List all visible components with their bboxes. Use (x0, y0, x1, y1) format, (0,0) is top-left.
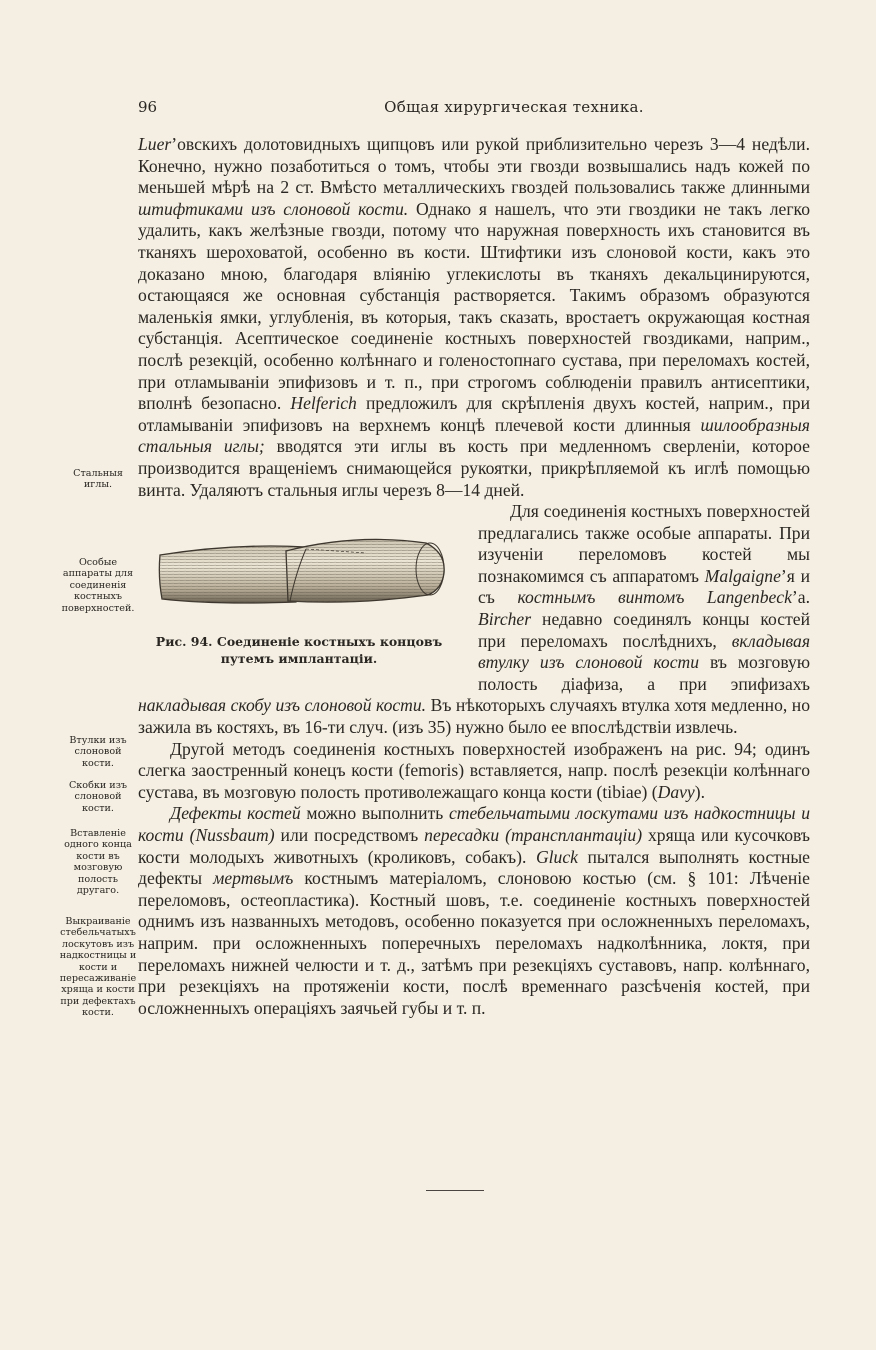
paragraph-1: Luer’овскихъ долотовидныхъ щипцовъ или рукой приблизительно черезъ 3—4 недѣли. Конечно, нужно позаботиться о томъ, чтобы эти гвозди возвышались надъ кожей по меньшей мѣрѣ на 2 ст. Вмѣсто металлическихъ гвоздей пользовались также длинными штифтиками изъ слоновой кости. Однако я нашелъ, что эти гвоздики не такъ легко удалить, какъ желѣзные гвозди, потому что наружная поверхность ихъ становится въ тканяхъ шероховатой, особенно въ кости. Штифтики изъ слоновой кости, какъ это доказано мною, благодаря вліянію углекислоты въ тканяхъ декальцинируются, остающаяся же основная субстанція растворяется. Такимъ образомъ образуются маленькія ямки, углубленія, въ которыя, такъ сказать, вростаетъ окружающая костная субстанція. Асептическое соединеніе костныхъ поверхностей гвоздиками, наприм., послѣ резекцій, особенно колѣннаго и голеностопнаго сустава, при переломахъ костей, при отламываніи эпифизовъ и т. п., при строгомъ соблюденіи правилъ антисептики, вполнѣ безопасно. Helferich предложилъ для скрѣпленія двухъ костей, наприм., при отламываніи эпифизовъ на верхнемъ концѣ плечевой кости длинныя шилообразныя стальныя иглы; вводятся эти иглы въ кость при медленномъ сверленіи, которое производится вращеніемъ снимающейся рукоятки, прикрѣпляемой къ иглѣ помощью винта. Удаляютъ стальныя иглы черезъ 8—14 дней. (138, 134, 810, 500)
end-rule (426, 1190, 484, 1191)
page-header (138, 98, 810, 120)
paragraph-2: Для соединенія костныхъ поверхностей предлагались также особые аппараты. При изученіи переломовъ костей мы познакомимся съ аппаратомъ Malgaigne’я и съ костнымъ винтомъ Langenbeck’а. Bircher недавно соединялъ концы костей при переломахъ послѣднихъ, вкладывая втулку изъ слоновой кости въ мозговую полость діафиза, а при эпифизахъ накладывая скобу изъ слоновой кости. Въ нѣкоторыхъ случаяхъ втулка хотя медленно, но зажила въ костяхъ, въ 16-ти случ. (изъ 35) нужно было ее впослѣдствіи извлечь. (138, 501, 810, 738)
page-number: 96 (138, 98, 158, 116)
figure-caption-line-2: путемъ имплантаціи. (220, 651, 378, 667)
margin-note-special-apparatus: Особые аппараты для соединенія костныхъ поверхностей. (61, 557, 135, 614)
running-title: Общая хирургическая техника. (384, 98, 644, 116)
main-text (138, 134, 810, 1019)
figure-caption (134, 633, 464, 667)
paragraph-3: Другой методъ соединенія костныхъ поверхностей изображенъ на рис. 94; одинъ слегка заостренный конецъ кости (femoris) вставляется, напр. послѣ резекціи колѣннаго сустава, въ мозговую полость противолежащаго конца кости (tibiae) (Davy). (138, 738, 810, 802)
margin-note-ivory-clamps: Скобки изъ слоновой кости. (68, 780, 128, 814)
paragraph-4: Дефекты костей можно выполнить стебельчатыми лоскутами изъ надкостницы и кости (Nussbaum) или посредствомъ пересадки (трансплантаціи) хряща или кусочковъ кости молодыхъ животныхъ (кроликовъ, собакъ). Gluck пытался выполнять костные дефекты мертвымъ костнымъ матеріаломъ, слоновою костью (см. § 101: Лѣченіе переломовъ, остеопластика). Костный шовъ, т.е. соединеніе костныхъ поверхностей однимъ изъ названныхъ методовъ, особенно показуется при осложненныхъ переломахъ, наприм. при осложненныхъ поперечныхъ переломахъ надколѣнника, локтя, при переломахъ нижней челюсти и т. д., затѣмъ при резекціяхъ суставовъ, напр. колѣннаго, при резекціяхъ на протяженіи кости, послѣ временнаго разсѣченія костей, при осложненныхъ операціяхъ заячьей губы и т. п. (138, 803, 810, 1018)
margin-note-flaps: Выкраиваніе стебельчатыхъ лоскутовъ изъ надкостницы и кости и пересаживаніе хряща и кости при дефектахъ кости. (59, 916, 137, 1019)
figure-caption-line-1: Рис. 94. Соединеніе костныхъ концовъ (155, 634, 443, 650)
margin-note-insertion: Вставленіе одного конца кости въ мозговую полость другаго. (64, 828, 132, 897)
margin-note-ivory-sleeves: Втулки изъ слоновой кости. (69, 735, 127, 769)
bone-implant-illustration (156, 507, 456, 631)
margin-note-steel-needles: Стальныя иглы. (73, 468, 123, 491)
figure-94 (134, 503, 464, 685)
